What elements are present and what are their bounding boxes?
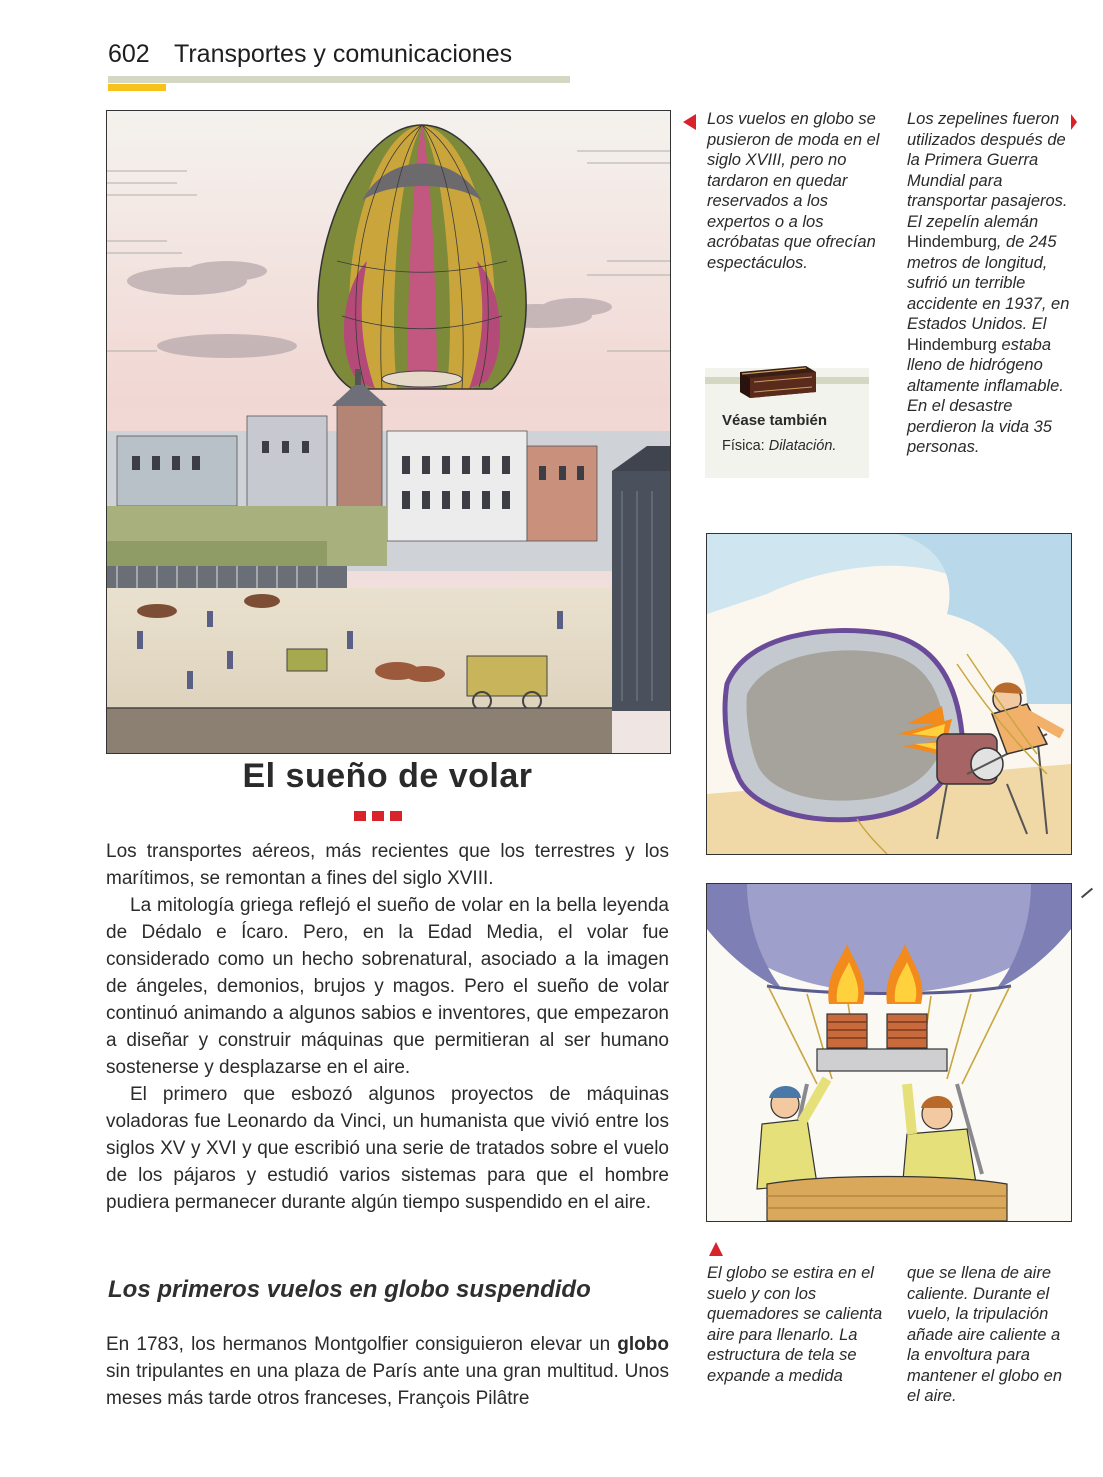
title-ornament-square — [372, 811, 384, 821]
see-also-label: Véase también — [722, 412, 828, 429]
balloon-burners-illustration — [706, 883, 1072, 1222]
caption-text — [907, 109, 1077, 458]
balloon-inflation-illustration — [706, 533, 1072, 855]
section-subtitle: Los primeros vuelos en globo suspendido — [108, 1276, 591, 1303]
article-title: El sueño de volar — [242, 757, 533, 795]
caption-text-part: estaba lleno de hidrógeno altamente inflamable. En el desastre perdieron la vida 35 personas. — [907, 335, 1064, 456]
caption-balloon-fashion — [707, 109, 887, 273]
paragraph — [106, 1331, 669, 1412]
article-body-continued — [106, 1331, 669, 1412]
caption-text-part: Los zepelines fueron utilizados después de la Primera Guerra Mundial para transportar pasajeros. El zepelín alemán — [907, 110, 1068, 231]
ship-name: Hindemburg — [907, 335, 997, 354]
header-accent-bar — [108, 84, 166, 91]
see-also-reference[interactable] — [722, 438, 836, 454]
caption-text: Los vuelos en globo se pusieron de moda en el siglo XVIII, pero no tardaron en quedar reservados a los expertos o a los acróbatas que ofrecían espectáculos. — [707, 110, 880, 272]
caption-inflation-1 — [707, 1263, 887, 1386]
caption-text: El globo se estira en el suelo y con los quemadores se calienta aire para llenarlo. La estructura de tela se expande a medida — [707, 1264, 883, 1385]
title-ornament-square — [390, 811, 402, 821]
caption-text: que se llena de aire caliente. Durante el vuelo, la tripulación añade aire caliente a la envoltura para mantener el globo en el aire. — [907, 1264, 1063, 1405]
triangle-up-icon — [709, 1242, 723, 1256]
paragraph: La mitología griega reflejó el sueño de volar en la bella leyenda de Dédalo e Ícaro. Pero, en la Edad Media, el volar fue considerado como un hecho sobrenatural, asociado a la imagen de ángeles, demonios, brujos y magos. Pero el sueño de volar continuó animando a algunos sabios e inventores, que empezaron a diseñar y construir máquinas que permitieran al ser humano sostenerse y desplazarse en el aire. — [106, 895, 669, 1078]
caption-text-part: , de 245 metros de longitud, sufrió un terrible accidente en 1937, en Estados Unidos. El — [907, 233, 1070, 333]
caption-inflation-2 — [907, 1263, 1077, 1407]
caption-zeppelins — [907, 109, 1077, 458]
title-ornament-square — [354, 811, 366, 821]
see-also-topic: Dilatación. — [768, 438, 837, 454]
bold-term: globo — [617, 1334, 669, 1355]
triangle-left-icon — [683, 114, 696, 130]
section-title: Transportes y comunicaciones — [174, 40, 513, 68]
article-body — [106, 838, 669, 1216]
book-icon — [736, 362, 818, 407]
paragraph: El primero que esbozó algunos proyectos de máquinas voladoras fue Leonardo da Vinci, un humanista que vivió entre los siglos XV y XVI y que escribió una serie de tratados sobre el vuelo de los pájaros y estudió varios sistemas para que el hombre pudiera permanecer durante algún tiempo suspendido en el aire. — [106, 1084, 669, 1213]
page-number: 602 — [108, 40, 150, 68]
balloon-engraving-illustration — [106, 110, 671, 754]
paragraph: Los transportes aéreos, más recientes que los terrestres y los marítimos, se remontan a fines del siglo XVIII. — [106, 841, 669, 889]
paragraph-text: sin tripulantes en una plaza de París ante una gran multitud. Unos meses más tarde otros franceses, François Pilâtre — [106, 1361, 669, 1409]
triangle-right-icon — [1071, 114, 1077, 130]
see-also-subject: Física: — [722, 438, 769, 454]
header-rule — [108, 76, 570, 83]
ship-name: Hindemburg — [907, 233, 997, 251]
stray-mark — [1081, 888, 1093, 899]
paragraph-text: En 1783, los hermanos Montgolfier consiguieron elevar un — [106, 1334, 618, 1355]
